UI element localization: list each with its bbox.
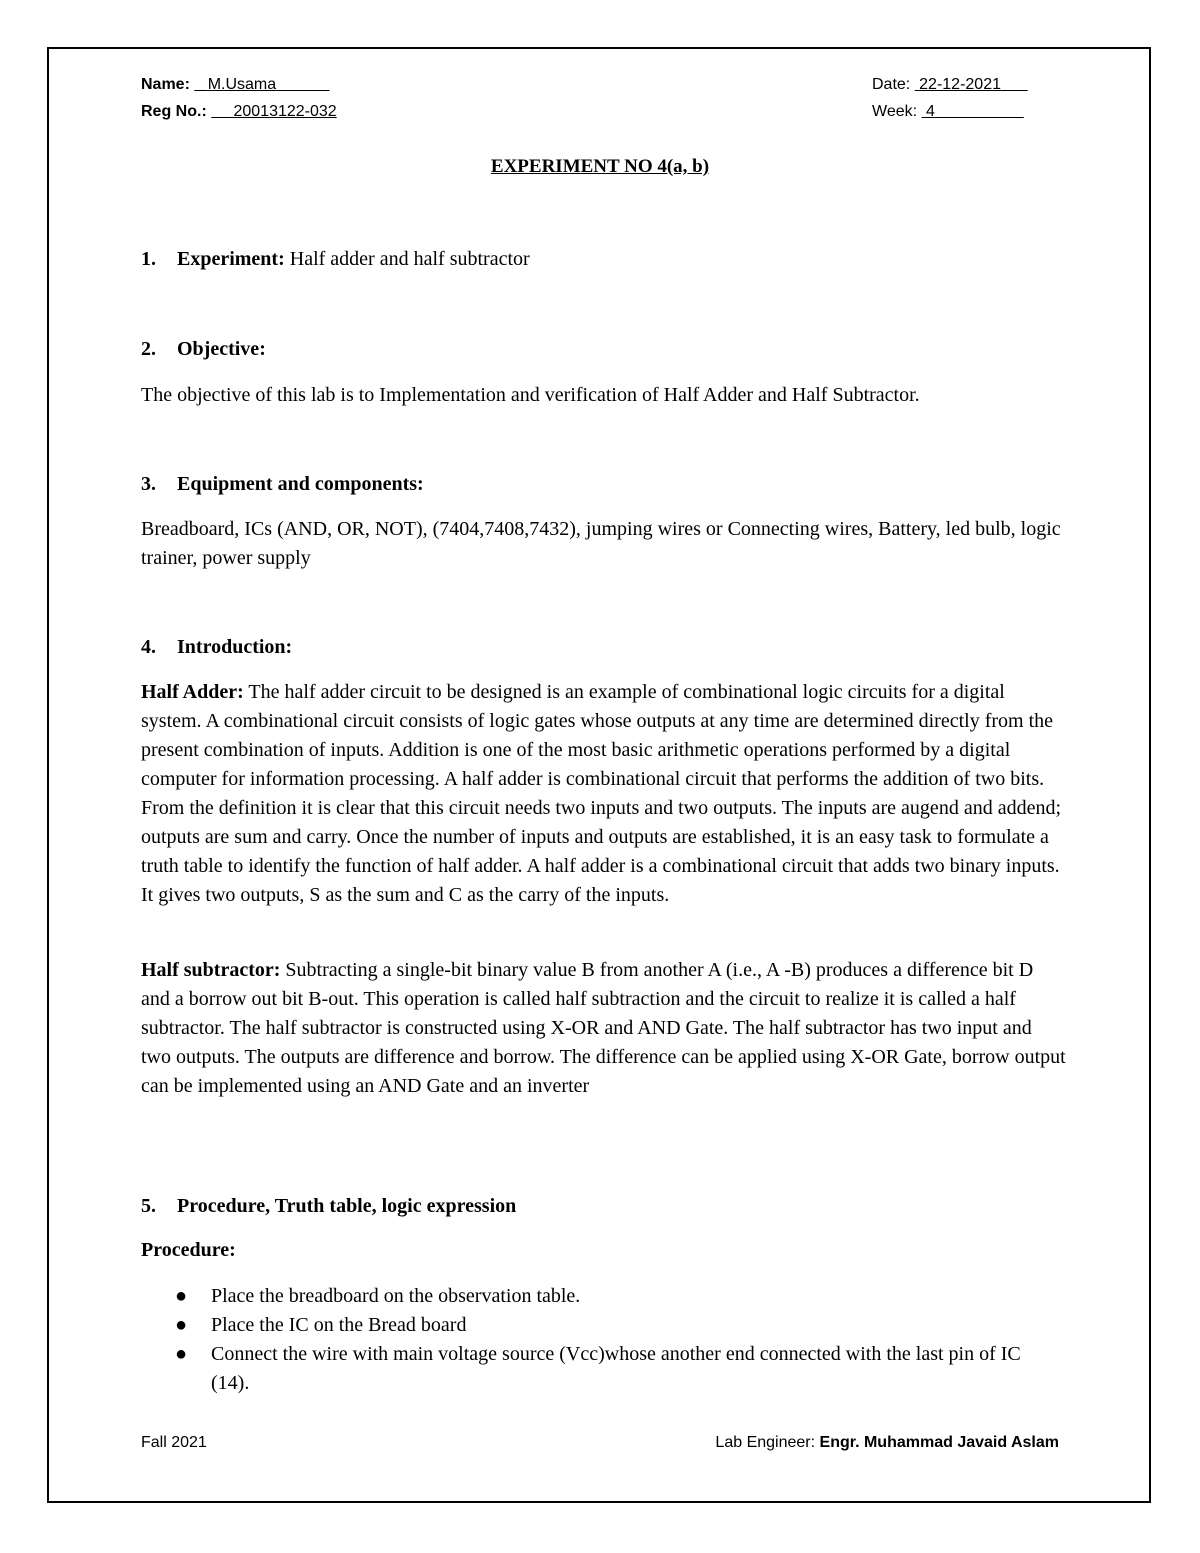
section-heading: Experiment: bbox=[177, 248, 285, 270]
footer-engineer bbox=[715, 1434, 1059, 1452]
date-label: Date: bbox=[872, 76, 911, 93]
experiment-text: Half adder and half subtractor bbox=[289, 248, 530, 270]
experiment-title: EXPERIMENT NO 4(a, b) bbox=[490, 156, 710, 177]
list-item: ● Connect the wire with main voltage source (Vcc)whose another end connected with the last pin of IC (14). bbox=[141, 1340, 1061, 1398]
list-item: ● Place the breadboard on the observation table. bbox=[141, 1282, 1061, 1311]
section-equipment: 3. Equipment and components: bbox=[141, 473, 424, 495]
section-heading: Objective: bbox=[177, 338, 266, 360]
half-adder-label: Half Adder: bbox=[141, 681, 244, 703]
half-subtractor-paragraph bbox=[141, 956, 1066, 1101]
section-introduction: 4. Introduction: bbox=[141, 636, 293, 658]
date-line bbox=[872, 76, 1028, 94]
section-experiment: 1. Experiment: Half adder and half subtractor bbox=[141, 248, 530, 270]
bullet-icon: ● bbox=[175, 1314, 188, 1336]
section-procedure: 5. Procedure, Truth table, logic expression bbox=[141, 1195, 517, 1217]
equipment-text: Breadboard, ICs (AND, OR, NOT), (7404,7408,7432), jumping wires or Connecting wires, Battery, led bulb, logic trainer, power supply bbox=[141, 518, 1061, 569]
name-line bbox=[141, 76, 330, 94]
footer-term: Fall 2021 bbox=[141, 1434, 207, 1451]
list-item: ● Place the IC on the Bread board bbox=[141, 1311, 1061, 1340]
half-subtractor-text: Subtracting a single-bit binary value B from another A (i.e., A -B) produces a difference bit D and a borrow out bit B-out. This operation is called half subtraction and the circuit to realize it is called a half subtractor. The half subtractor is constructed using X-OR and AND Gate. The half subtractor has two input and two outputs. The outputs are difference and borrow. The difference can be applied using X-OR Gate, borrow output can be implemented using an AND Gate and an inverter bbox=[141, 959, 1066, 1097]
engineer-label: Lab Engineer: bbox=[715, 1434, 816, 1451]
date-value: 22-12-2021 bbox=[919, 76, 1001, 93]
half-subtractor-label: Half subtractor: bbox=[141, 959, 281, 981]
regno-line bbox=[141, 103, 337, 121]
engineer-name: Engr. Muhammad Javaid Aslam bbox=[819, 1434, 1059, 1451]
objective-text: The objective of this lab is to Implementation and verification of Half Adder and Half Subtractor. bbox=[141, 384, 920, 406]
bullet-icon: ● bbox=[175, 1285, 188, 1307]
section-objective: 2. Objective: bbox=[141, 338, 266, 360]
name-label: Name: bbox=[141, 76, 190, 93]
half-adder-paragraph bbox=[141, 678, 1066, 910]
bullet-icon: ● bbox=[175, 1343, 188, 1365]
section-heading: Equipment and components: bbox=[177, 473, 424, 495]
week-value: 4 bbox=[925, 103, 935, 120]
week-label: Week: bbox=[872, 103, 918, 120]
half-adder-text: The half adder circuit to be designed is an example of combinational logic circuits for a digital system. A combinational circuit consists of logic gates whose outputs at any time are determined directly from the present combination of inputs. Addition is one of the most basic arithmetic operations performed by a digital computer for information processing. A half adder is combinational circuit that performs the addition of two bits. From the definition it is clear that this circuit needs two inputs and two outputs. The inputs are augend and addend; outputs are sum and carry. Once the number of inputs and outputs are established, it is an easy task to formulate a truth table to identify the function of half adder. A half adder is a combinational circuit that adds two binary inputs. It gives two outputs, S as the sum and C as the carry of the inputs. bbox=[141, 681, 1061, 906]
week-line bbox=[872, 103, 1024, 121]
name-value: M.Usama bbox=[207, 76, 277, 93]
section-heading: Procedure, Truth table, logic expression bbox=[177, 1195, 517, 1217]
regno-label: Reg No.: bbox=[141, 103, 207, 120]
regno-value: 20013122-032 bbox=[233, 103, 337, 120]
procedure-label: Procedure: bbox=[141, 1239, 236, 1261]
procedure-list bbox=[141, 1282, 1061, 1398]
section-heading: Introduction: bbox=[177, 636, 293, 658]
